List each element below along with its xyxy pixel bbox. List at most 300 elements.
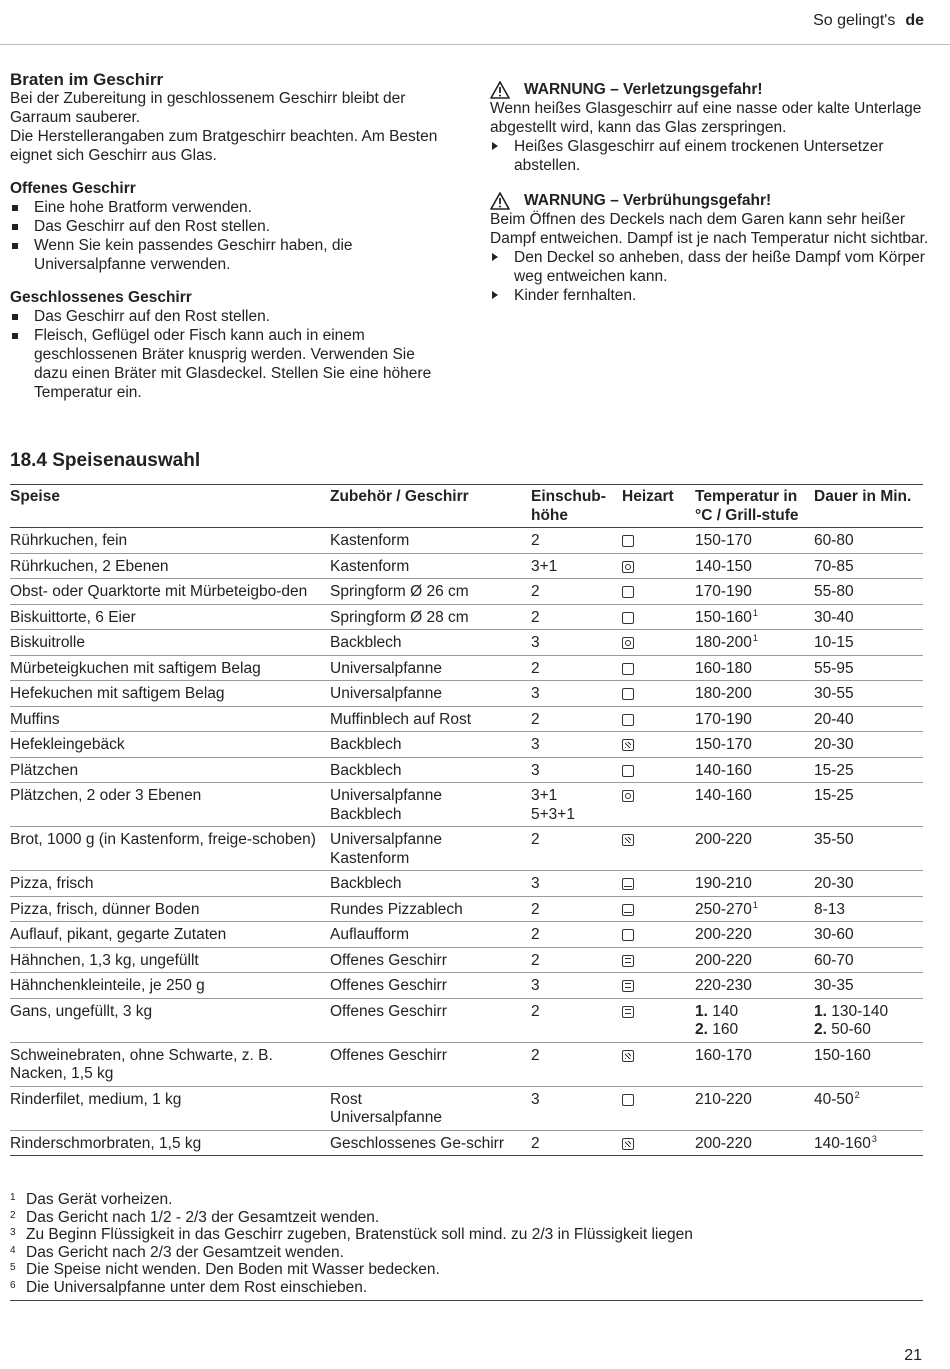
table-row bbox=[10, 998, 923, 1042]
cell-dish bbox=[10, 896, 330, 922]
cell-value: 35-50 bbox=[814, 831, 854, 848]
cell-value: 60-80 bbox=[814, 532, 854, 549]
table-row bbox=[10, 827, 923, 871]
cell-level bbox=[531, 871, 622, 897]
cell-line: 2 bbox=[531, 1134, 540, 1152]
cell-dish bbox=[10, 1042, 330, 1086]
cell-line: Backblech bbox=[330, 761, 402, 779]
bullet-list bbox=[10, 307, 450, 402]
footnote-text: Zu Beginn Flüssigkeit in das Geschirr zugeben, Bratenstück soll mind. zu 2/3 in Flüssigkeit liegen bbox=[26, 1226, 693, 1243]
hot-air-icon bbox=[622, 561, 634, 573]
top-bottom-heat-icon bbox=[622, 586, 634, 598]
cell-heating bbox=[622, 922, 695, 948]
cell-dish bbox=[10, 827, 330, 871]
cell-level bbox=[531, 655, 622, 681]
subheading-closed-cookware: Geschlossenes Geschirr bbox=[10, 289, 192, 306]
footnotes bbox=[10, 1191, 923, 1296]
cell-accessory bbox=[330, 827, 531, 871]
cell-level bbox=[531, 732, 622, 758]
footnote-number: 4 bbox=[10, 1244, 16, 1256]
cell-line: Muffinblech auf Rost bbox=[330, 710, 472, 728]
cell-temperature bbox=[695, 528, 814, 554]
cell-value: 200-220 bbox=[695, 926, 752, 943]
cell-dish bbox=[10, 998, 330, 1042]
cell-temperature bbox=[695, 1042, 814, 1086]
cell-line: Hefekuchen mit saftigem Belag bbox=[10, 685, 225, 702]
cell-line: 2 bbox=[531, 926, 540, 943]
cell-value: 200-220 bbox=[695, 831, 752, 848]
footnote bbox=[10, 1261, 923, 1279]
cell-heating bbox=[622, 998, 695, 1042]
pizza-setting-icon bbox=[622, 904, 634, 916]
cell-accessory bbox=[330, 757, 531, 783]
cell-level bbox=[531, 1086, 622, 1130]
cell-dish bbox=[10, 947, 330, 973]
cell-duration bbox=[814, 827, 923, 871]
right-column bbox=[490, 80, 930, 305]
cell-dish bbox=[10, 1130, 330, 1156]
cell-line: 2 bbox=[531, 1002, 540, 1020]
cell-value: 180-200 bbox=[695, 634, 752, 651]
circulated-grill-icon bbox=[622, 980, 634, 992]
top-bottom-heat-icon bbox=[622, 714, 634, 726]
cell-value: 55-80 bbox=[814, 583, 854, 600]
top-bottom-heat-icon bbox=[622, 535, 634, 547]
cell-duration bbox=[814, 783, 923, 827]
top-bottom-heat-icon bbox=[622, 929, 634, 941]
cell-heating bbox=[622, 732, 695, 758]
cell-value: 160-170 bbox=[695, 1046, 752, 1064]
cell-value: 15-25 bbox=[814, 761, 854, 779]
cell-accessory bbox=[330, 732, 531, 758]
table-section-title: 18.4 Speisenauswahl bbox=[10, 450, 201, 471]
page-number: 21 bbox=[904, 1347, 922, 1364]
cell-accessory bbox=[330, 947, 531, 973]
cell-level bbox=[531, 998, 622, 1042]
cell-heating bbox=[622, 1086, 695, 1130]
step-item: Kinder fernhalten. bbox=[490, 286, 930, 305]
cell-line: Offenes Geschirr bbox=[330, 1046, 447, 1064]
footnote-text: Die Speise nicht wenden. Den Boden mit Wasser bedecken. bbox=[26, 1261, 440, 1278]
cell-level bbox=[531, 973, 622, 999]
cell-value: 250-270 bbox=[695, 900, 752, 918]
warning-triangle-icon bbox=[490, 192, 510, 210]
footnote bbox=[10, 1279, 923, 1297]
cell-level bbox=[531, 630, 622, 656]
table-row bbox=[10, 896, 923, 922]
cell-line: Mürbeteigkuchen mit saftigem Belag bbox=[10, 659, 261, 677]
cell-duration bbox=[814, 706, 923, 732]
cell-line: Plätzchen bbox=[10, 761, 79, 779]
table-row bbox=[10, 579, 923, 605]
table-row bbox=[10, 757, 923, 783]
cell-accessory bbox=[330, 528, 531, 554]
warning-block bbox=[490, 80, 930, 175]
footnote bbox=[10, 1209, 923, 1227]
cell-line: Hähnchen, 1,3 kg, ungefüllt bbox=[10, 951, 199, 969]
cell-value: 170-190 bbox=[695, 710, 752, 728]
cell-value: 140-160 bbox=[695, 787, 752, 804]
table-row bbox=[10, 732, 923, 758]
cell-level bbox=[531, 947, 622, 973]
footnote-text: Das Gericht nach 1/2 - 2/3 der Gesamtzeit wenden. bbox=[26, 1208, 380, 1226]
cell-line: Biskuittorte, 6 Eier bbox=[10, 608, 136, 626]
footnote-ref: 1 bbox=[752, 899, 758, 910]
cell-value: 20-30 bbox=[814, 736, 854, 753]
cell-value: 150-170 bbox=[695, 532, 752, 549]
column-header-level: Einschub-höhe bbox=[531, 488, 606, 524]
cell-heating bbox=[622, 630, 695, 656]
footnote-number: 2 bbox=[10, 1209, 16, 1221]
step-number: 2. bbox=[695, 1021, 708, 1038]
cell-value: 200-220 bbox=[695, 1134, 752, 1152]
cell-heating bbox=[622, 681, 695, 707]
cell-duration bbox=[814, 553, 923, 579]
top-bottom-heat-icon bbox=[622, 1094, 634, 1106]
cell-line: 3 bbox=[531, 977, 540, 994]
cell-line: Kastenform bbox=[330, 532, 410, 549]
cell-value: 140-160 bbox=[814, 1134, 871, 1152]
cell-dish bbox=[10, 579, 330, 605]
cell-level bbox=[531, 681, 622, 707]
cell-duration bbox=[814, 757, 923, 783]
cell-value: 150-160 bbox=[814, 1046, 871, 1064]
cell-value: 170-190 bbox=[695, 583, 752, 600]
cell-level bbox=[531, 579, 622, 605]
cell-line: Rinderfilet, medium, 1 kg bbox=[10, 1090, 182, 1108]
cell-value: 180-200 bbox=[695, 685, 752, 702]
cell-value: 70-85 bbox=[814, 557, 854, 575]
cell-value: 30-55 bbox=[814, 685, 854, 702]
list-item: Das Geschirr auf den Rost stellen. bbox=[10, 307, 450, 326]
cell-line: Schweinebraten, ohne Schwarte, z. B. Nacken, 1,5 kg bbox=[10, 1046, 273, 1082]
top-bottom-heat-icon bbox=[622, 688, 634, 700]
cell-line: Rinderschmorbraten, 1,5 kg bbox=[10, 1134, 202, 1152]
circulated-grill-icon bbox=[622, 1006, 634, 1018]
table-row bbox=[10, 922, 923, 948]
footnote-ref: 1 bbox=[752, 607, 758, 618]
cell-dish bbox=[10, 553, 330, 579]
cell-temperature bbox=[695, 998, 814, 1042]
cell-heating bbox=[622, 783, 695, 827]
cell-line: Auflauf, pikant, gegarte Zutaten bbox=[10, 926, 227, 943]
cell-line: Rundes Pizzablech bbox=[330, 900, 463, 918]
intro-paragraph: Die Herstellerangaben zum Bratgeschirr beachten. Am Besten eignet sich Geschirr aus Glas. bbox=[10, 128, 438, 164]
cell-accessory bbox=[330, 604, 531, 630]
footnote-number: 5 bbox=[10, 1262, 16, 1273]
top-bottom-heat-icon bbox=[622, 612, 634, 624]
cell-level bbox=[531, 604, 622, 630]
cell-level bbox=[531, 706, 622, 732]
cell-dish bbox=[10, 732, 330, 758]
hot-air-icon bbox=[622, 637, 634, 649]
cell-line: Offenes Geschirr bbox=[330, 977, 447, 994]
list-item: Fleisch, Geflügel oder Fisch kann auch in einem geschlossenen Bräter knusprig werden. Verwenden Sie dazu einen Bräter mit Glasdeckel. Stellen Sie eine höhere Temperatur ein. bbox=[10, 326, 450, 402]
cell-line: 2 bbox=[531, 532, 540, 549]
list-item: Das Geschirr auf den Rost stellen. bbox=[10, 217, 450, 236]
cell-level bbox=[531, 827, 622, 871]
footer-divider bbox=[10, 1300, 923, 1301]
cell-accessory bbox=[330, 783, 531, 827]
cell-level bbox=[531, 896, 622, 922]
cell-line: Brot, 1000 g (in Kastenform, freige-schoben) bbox=[10, 831, 316, 848]
cell-dish bbox=[10, 630, 330, 656]
cell-value: 30-60 bbox=[814, 926, 854, 943]
cell-temperature bbox=[695, 732, 814, 758]
warning-block bbox=[490, 191, 930, 305]
column-header-temperature: Temperatur in °C / Grill-stufe bbox=[695, 488, 799, 524]
column-header-accessory: Zubehör / Geschirr bbox=[330, 488, 469, 505]
cell-line: Backblech bbox=[330, 805, 402, 823]
cell-temperature bbox=[695, 973, 814, 999]
hot-air-eco-icon bbox=[622, 1138, 634, 1150]
cell-line: Muffins bbox=[10, 710, 60, 728]
table-row bbox=[10, 528, 923, 554]
cell-line: Universalpfanne bbox=[330, 659, 443, 677]
cell-accessory bbox=[330, 922, 531, 948]
step-value bbox=[695, 1021, 814, 1040]
cell-line: 2 bbox=[531, 1046, 540, 1064]
footnote-text: Die Universalpfanne unter dem Rost einschieben. bbox=[26, 1278, 368, 1296]
cell-dish bbox=[10, 706, 330, 732]
cell-line: Rührkuchen, 2 Ebenen bbox=[10, 557, 169, 575]
table-header-row bbox=[10, 485, 923, 528]
cell-line: 3+1 bbox=[531, 787, 558, 804]
cell-dish bbox=[10, 1086, 330, 1130]
cell-dish bbox=[10, 973, 330, 999]
cell-line: 2 bbox=[531, 583, 540, 600]
cell-temperature bbox=[695, 681, 814, 707]
cell-heating bbox=[622, 1130, 695, 1156]
footnote bbox=[10, 1226, 923, 1244]
footnote-number: 3 bbox=[10, 1227, 16, 1238]
cell-duration bbox=[814, 973, 923, 999]
cell-line: 3+1 bbox=[531, 557, 558, 575]
cell-value: 20-40 bbox=[814, 710, 854, 728]
cell-value: 150-160 bbox=[695, 608, 752, 626]
cell-accessory bbox=[330, 579, 531, 605]
pizza-setting-icon bbox=[622, 878, 634, 890]
cell-line: Springform Ø 28 cm bbox=[330, 608, 469, 626]
cell-line: 3 bbox=[531, 1090, 540, 1108]
cell-temperature bbox=[695, 871, 814, 897]
cell-dish bbox=[10, 922, 330, 948]
footnote-text: Das Gericht nach 2/3 der Gesamtzeit wenden. bbox=[26, 1243, 344, 1261]
cell-value: 20-30 bbox=[814, 875, 854, 892]
column-header-heating: Heizart bbox=[622, 488, 674, 505]
cell-heating bbox=[622, 947, 695, 973]
intro-paragraph: Bei der Zubereitung in geschlossenem Geschirr bleibt der Garraum sauberer. bbox=[10, 90, 406, 126]
cell-line: 3 bbox=[531, 685, 540, 702]
cell-line: 3 bbox=[531, 761, 540, 779]
circulated-grill-icon bbox=[622, 955, 634, 967]
cell-value: 15-25 bbox=[814, 787, 854, 804]
step-item: Den Deckel so anheben, dass der heiße Dampf vom Körper weg entweichen kann. bbox=[490, 248, 930, 286]
footnote-ref: 2 bbox=[854, 1089, 860, 1100]
cell-heating bbox=[622, 706, 695, 732]
cell-value: 150-170 bbox=[695, 736, 752, 753]
cell-temperature bbox=[695, 757, 814, 783]
step-item: Heißes Glasgeschirr auf einem trockenen Untersetzer abstellen. bbox=[490, 137, 930, 175]
cell-value: 140-150 bbox=[695, 557, 752, 575]
cell-line: Universalpfanne bbox=[330, 787, 443, 804]
cell-level bbox=[531, 1130, 622, 1156]
list-item: Wenn Sie kein passendes Geschirr haben, die Universalpfanne verwenden. bbox=[10, 236, 450, 274]
cell-heating bbox=[622, 579, 695, 605]
cell-heating bbox=[622, 871, 695, 897]
warning-title bbox=[490, 191, 930, 210]
cell-temperature bbox=[695, 783, 814, 827]
cell-line: Backblech bbox=[330, 634, 402, 651]
header-divider bbox=[0, 44, 950, 45]
table-row bbox=[10, 783, 923, 827]
cell-temperature bbox=[695, 706, 814, 732]
cell-line: 2 bbox=[531, 900, 540, 918]
cell-dish bbox=[10, 871, 330, 897]
table-row bbox=[10, 973, 923, 999]
cell-accessory bbox=[330, 1086, 531, 1130]
cell-line: Offenes Geschirr bbox=[330, 1002, 447, 1020]
cell-duration bbox=[814, 871, 923, 897]
footnote-ref: 1 bbox=[752, 633, 758, 643]
cell-accessory bbox=[330, 630, 531, 656]
step-number: 1. bbox=[695, 1002, 708, 1020]
cell-dish bbox=[10, 757, 330, 783]
cell-level bbox=[531, 528, 622, 554]
step-number: 2. bbox=[814, 1021, 827, 1038]
cell-line: Kastenform bbox=[330, 849, 410, 867]
table-row bbox=[10, 630, 923, 656]
cell-line: Rührkuchen, fein bbox=[10, 532, 128, 549]
top-bottom-heat-icon bbox=[622, 765, 634, 777]
cell-line: Auflaufform bbox=[330, 926, 409, 943]
cell-line: 3 bbox=[531, 634, 540, 651]
cell-duration bbox=[814, 947, 923, 973]
cell-temperature bbox=[695, 604, 814, 630]
cell-accessory bbox=[330, 896, 531, 922]
cell-line: Springform Ø 26 cm bbox=[330, 583, 469, 600]
table-row bbox=[10, 655, 923, 681]
hot-air-eco-icon bbox=[622, 834, 634, 846]
cell-line: Pizza, frisch, dünner Boden bbox=[10, 900, 200, 918]
cell-heating bbox=[622, 896, 695, 922]
hot-air-icon bbox=[622, 790, 634, 802]
cell-temperature bbox=[695, 1130, 814, 1156]
cell-line: Plätzchen, 2 oder 3 Ebenen bbox=[10, 787, 202, 804]
footnote-number: 6 bbox=[10, 1279, 16, 1291]
step-number: 1. bbox=[814, 1002, 827, 1020]
table-row bbox=[10, 553, 923, 579]
footnote-text: Das Gerät vorheizen. bbox=[26, 1191, 173, 1208]
cell-temperature bbox=[695, 655, 814, 681]
cell-duration bbox=[814, 922, 923, 948]
bullet-list bbox=[10, 198, 450, 274]
section-heading: Braten im Geschirr bbox=[10, 70, 164, 89]
cell-dish bbox=[10, 528, 330, 554]
cell-accessory bbox=[330, 553, 531, 579]
table-body bbox=[10, 528, 923, 1156]
warning-text: Beim Öffnen des Deckels nach dem Garen kann sehr heißer Dampf entweichen. Dampf ist je nach Temperatur nicht sichtbar. bbox=[490, 211, 929, 247]
header-title: So gelingt's bbox=[813, 12, 896, 29]
cell-heating bbox=[622, 827, 695, 871]
cell-line: Kastenform bbox=[330, 557, 410, 575]
top-bottom-heat-icon bbox=[622, 663, 634, 675]
cell-duration bbox=[814, 604, 923, 630]
cell-accessory bbox=[330, 973, 531, 999]
table-row bbox=[10, 681, 923, 707]
cell-dish bbox=[10, 604, 330, 630]
table-row bbox=[10, 1042, 923, 1086]
cell-temperature bbox=[695, 922, 814, 948]
table-row bbox=[10, 1130, 923, 1156]
cell-heating bbox=[622, 604, 695, 630]
cell-line: 2 bbox=[531, 710, 540, 728]
cell-temperature bbox=[695, 579, 814, 605]
cell-heating bbox=[622, 1042, 695, 1086]
cell-line: Offenes Geschirr bbox=[330, 951, 447, 969]
cell-accessory bbox=[330, 871, 531, 897]
cell-line: Pizza, frisch bbox=[10, 875, 94, 892]
cell-accessory bbox=[330, 1042, 531, 1086]
cell-duration bbox=[814, 681, 923, 707]
hot-air-eco-icon bbox=[622, 1050, 634, 1062]
cell-duration bbox=[814, 630, 923, 656]
cell-temperature bbox=[695, 896, 814, 922]
cell-line: 2 bbox=[531, 608, 540, 626]
list-item: Eine hohe Bratform verwenden. bbox=[10, 198, 450, 217]
cell-duration bbox=[814, 1086, 923, 1130]
footnote bbox=[10, 1191, 923, 1209]
cell-duration bbox=[814, 1042, 923, 1086]
cell-duration bbox=[814, 579, 923, 605]
cell-duration bbox=[814, 732, 923, 758]
cell-accessory bbox=[330, 681, 531, 707]
cell-heating bbox=[622, 553, 695, 579]
cell-temperature bbox=[695, 630, 814, 656]
subheading-open-cookware: Offenes Geschirr bbox=[10, 180, 136, 197]
table-row bbox=[10, 871, 923, 897]
cell-value: 200-220 bbox=[695, 951, 752, 969]
cell-duration bbox=[814, 655, 923, 681]
cell-value: 220-230 bbox=[695, 977, 752, 994]
step-value bbox=[814, 1003, 923, 1022]
cell-duration bbox=[814, 998, 923, 1042]
cell-line: Universalpfanne bbox=[330, 685, 443, 702]
step-value bbox=[814, 1021, 923, 1040]
cell-line: 5+3+1 bbox=[531, 805, 575, 823]
cell-accessory bbox=[330, 706, 531, 732]
cell-value: 30-35 bbox=[814, 977, 854, 994]
cell-value: 210-220 bbox=[695, 1090, 752, 1108]
cell-level bbox=[531, 553, 622, 579]
cell-temperature bbox=[695, 827, 814, 871]
cell-line: Obst- oder Quarktorte mit Mürbeteigbo-den bbox=[10, 583, 308, 600]
cell-value: 55-95 bbox=[814, 659, 854, 677]
footnote-ref: 3 bbox=[871, 1133, 877, 1144]
cell-level bbox=[531, 783, 622, 827]
cell-line: Universalpfanne bbox=[330, 1109, 443, 1126]
cell-line: 2 bbox=[531, 951, 540, 969]
cell-line: 3 bbox=[531, 736, 540, 753]
cell-line: 2 bbox=[531, 659, 540, 677]
cell-heating bbox=[622, 528, 695, 554]
cell-value: 140-160 bbox=[695, 761, 752, 779]
cell-line: 3 bbox=[531, 875, 540, 892]
warning-triangle-icon bbox=[490, 81, 510, 99]
cell-value: 60-70 bbox=[814, 951, 854, 969]
cell-dish bbox=[10, 681, 330, 707]
table-row bbox=[10, 1086, 923, 1130]
